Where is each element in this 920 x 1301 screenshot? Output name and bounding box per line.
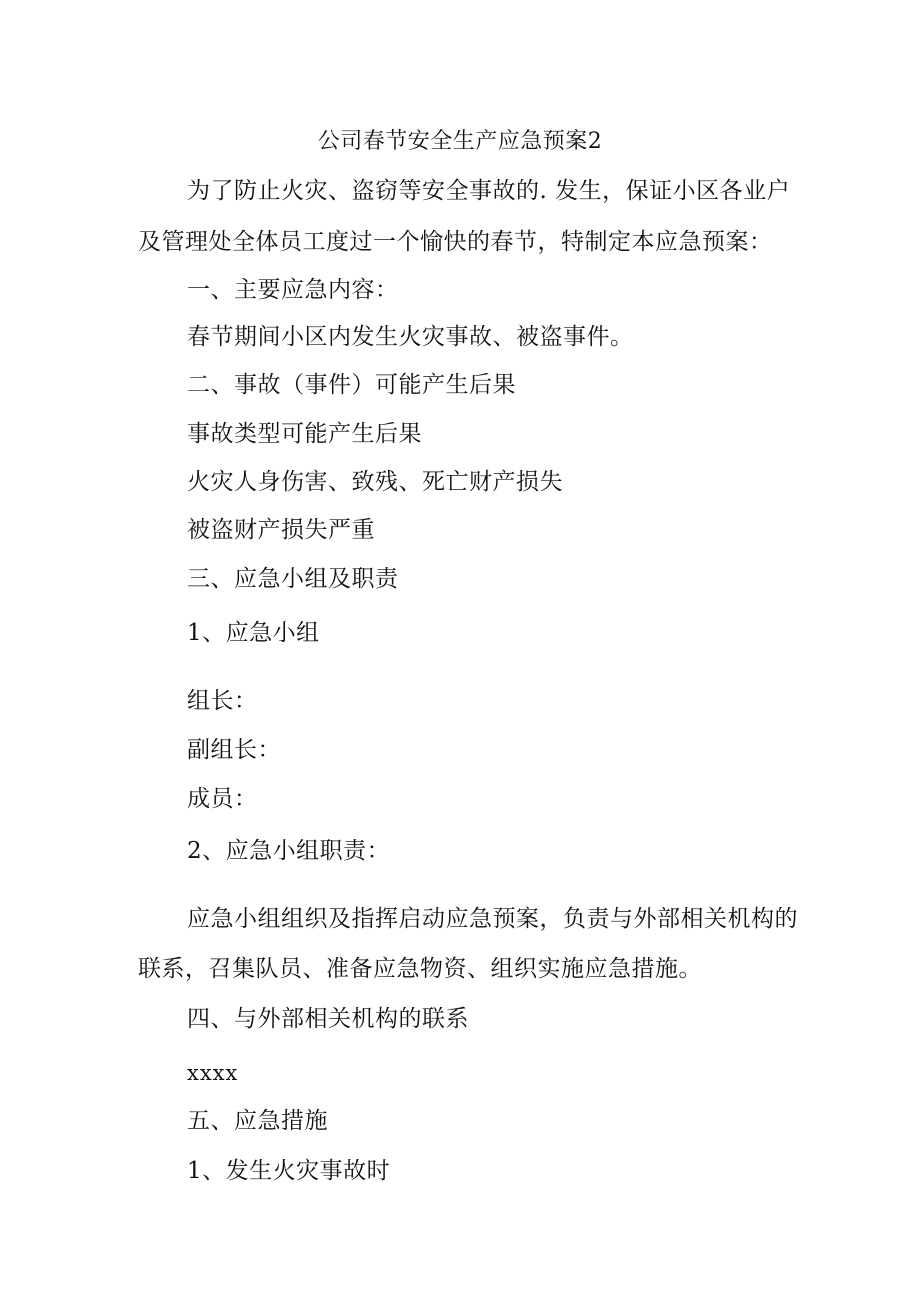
duty-paragraph-line-1: 应急小组组织及指挥启动应急预案，负责与外部相关机构的 — [187, 906, 798, 932]
section-1-heading: 一、主要应急内容： — [187, 277, 399, 303]
section-4-heading: 四、与外部相关机构的联系 — [187, 1006, 469, 1032]
consequence-table-header: 事故类型可能产生后果 — [187, 421, 422, 447]
duty-paragraph-line-2: 联系，召集队员、准备应急物资、组织实施应急措施。 — [138, 956, 702, 982]
section-4-body: xxxx — [187, 1061, 239, 1085]
deputy-leader-label: 副组长： — [187, 737, 281, 763]
section-3-heading: 三、应急小组及职责 — [187, 566, 399, 592]
section-1-body: 春节期间小区内发生火灾事故、被盗事件。 — [187, 324, 634, 350]
intro-paragraph-line-1: 为了防止火灾、盗窃等安全事故的. 发生，保证小区各业户 — [187, 178, 791, 204]
intro-paragraph-line-2: 及管理处全体员工度过一个愉快的春节，特制定本应急预案： — [138, 229, 773, 255]
subsection-2-heading: 2、应急小组职责： — [187, 838, 391, 864]
members-label: 成员： — [187, 786, 258, 812]
leader-label: 组长： — [187, 688, 258, 714]
consequence-row-theft: 被盗财产损失严重 — [187, 517, 375, 543]
subsection-1-heading: 1、应急小组 — [187, 620, 320, 646]
subsection-5-1-heading: 1、发生火灾事故时 — [187, 1158, 391, 1184]
consequence-row-fire: 火灾人身伤害、致残、死亡财产损失 — [187, 469, 563, 495]
section-2-heading: 二、事故（事件）可能产生后果 — [187, 372, 516, 398]
document-title: 公司春节安全生产应急预案2 — [317, 129, 603, 154]
section-5-heading: 五、应急措施 — [187, 1108, 328, 1134]
